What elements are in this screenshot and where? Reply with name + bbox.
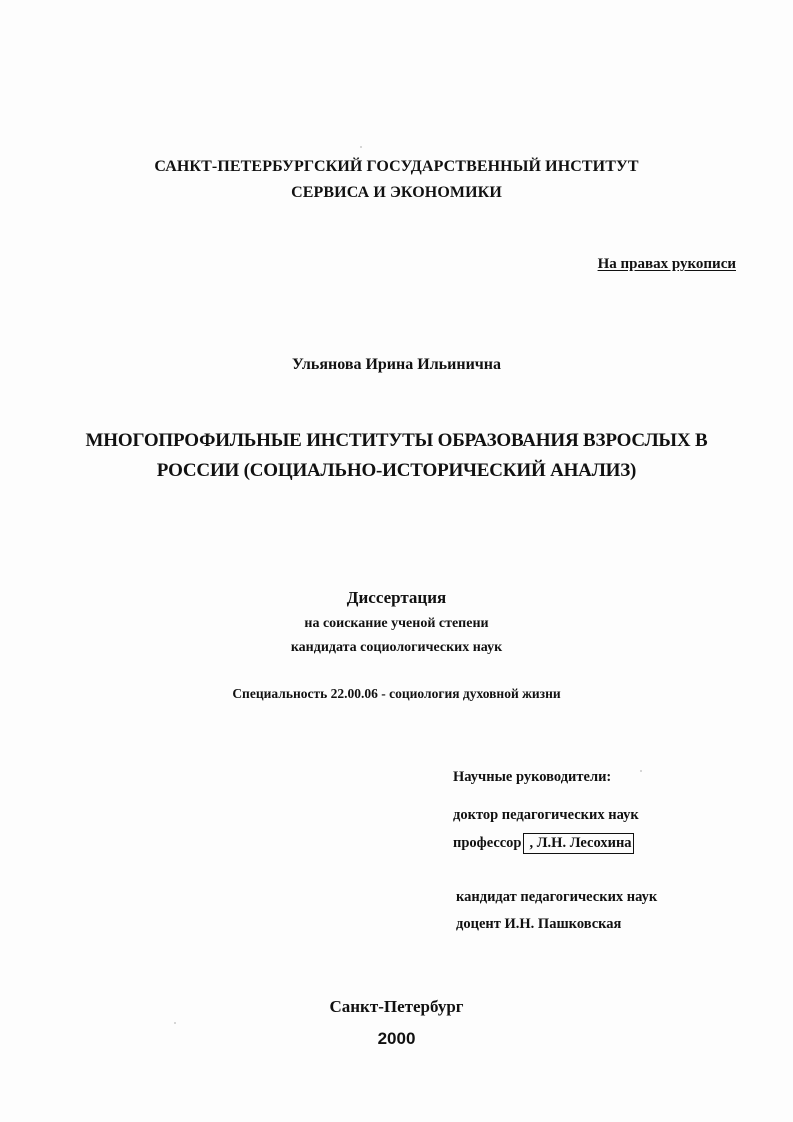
thesis-title-line-1: МНОГОПРОФИЛЬНЫЕ ИНСТИТУТЫ ОБРАЗОВАНИЯ ВЗРОСЛЫХ В [85,430,708,451]
supervisor-1-degree: доктор педагогических наук [453,807,639,823]
thesis-title-line-2: РОССИИ (СОЦИАЛЬНО-ИСТОРИЧЕСКИЙ АНАЛИЗ) [156,460,637,481]
institution-line-1: САНКТ-ПЕТЕРБУРГСКИЙ ГОСУДАРСТВЕННЫЙ ИНСТИТУТ [154,158,639,175]
supervisor-1-title: профессор [453,835,522,851]
supervisor-1-name-box: , Л.Н. Лесохина [523,833,634,854]
scan-speck [174,1022,176,1024]
dissertation-heading: Диссертация [346,588,447,607]
supervisor-2-name: доцент И.Н. Пашковская [456,916,622,932]
year: 2000 [377,1029,416,1048]
author-name: Ульянова Ирина Ильинична [291,356,502,373]
institution-line-2: СЕРВИСА И ЭКОНОМИКИ [291,184,502,201]
specialty-line: Специальность 22.00.06 - социология духовной жизни [232,686,561,701]
manuscript-rights-note: На правах рукописи [597,256,736,272]
degree-line-2: кандидата социологических наук [290,640,503,655]
supervisor-2-degree: кандидат педагогических наук [456,889,658,905]
city: Санкт-Петербург [329,997,464,1016]
supervisor-1-line [453,833,634,854]
scan-speck [640,770,642,772]
scan-speck [360,146,362,148]
supervisors-heading: Научные руководители: [453,769,612,785]
degree-line-1: на соискание ученой степени [304,616,489,631]
